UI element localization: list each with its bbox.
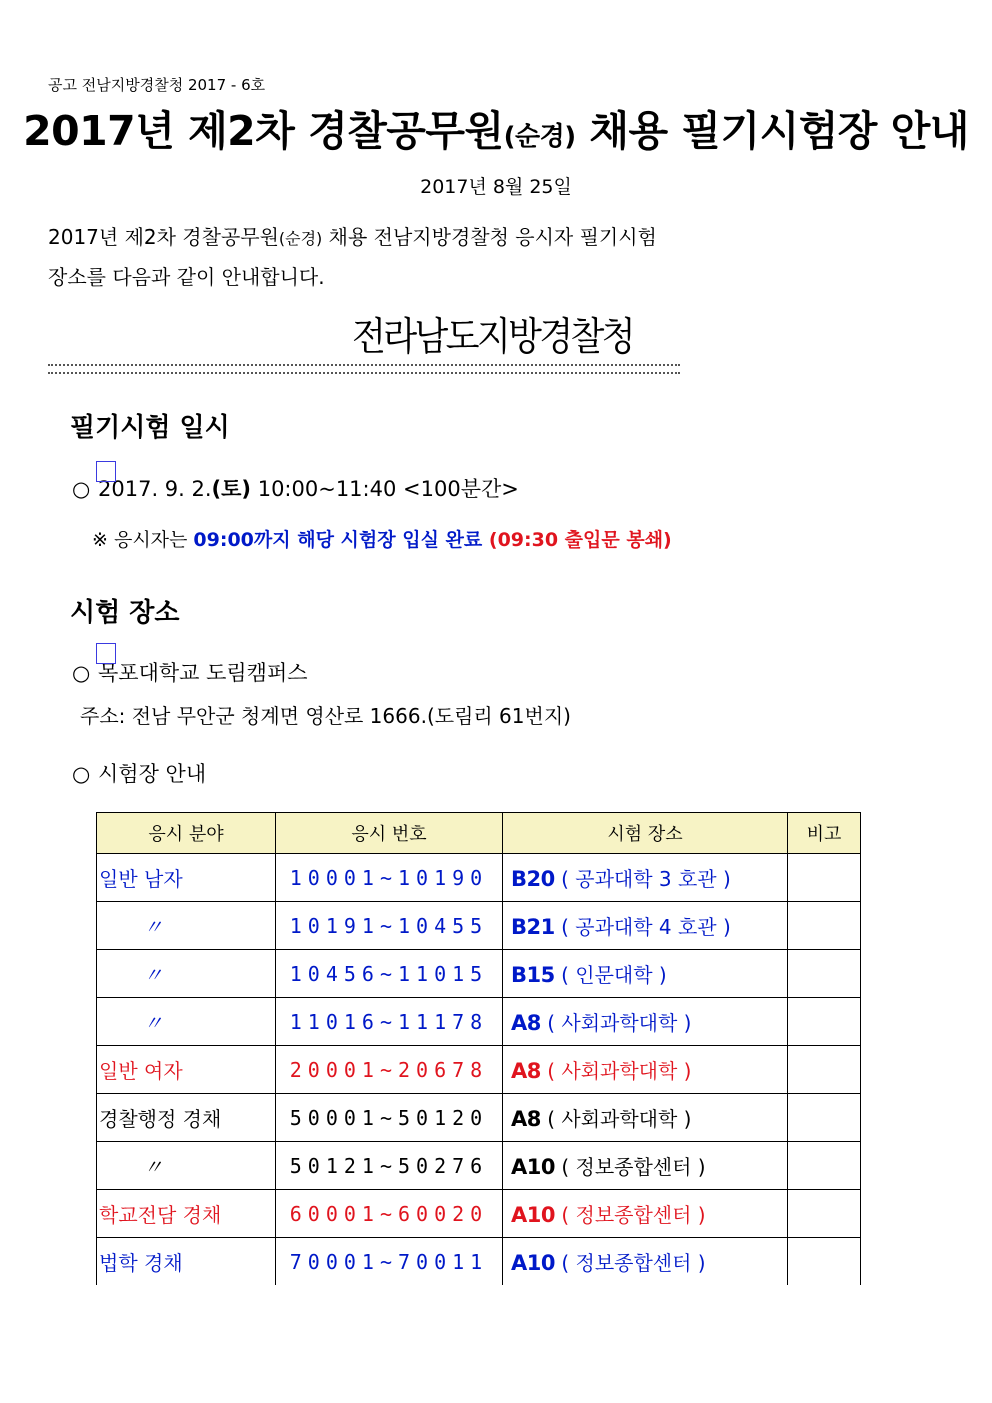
- intro-paragraph: [48, 218, 657, 296]
- category-text: 일반 남자: [99, 867, 183, 891]
- agency-logo: 전라남도지방경찰청: [352, 315, 633, 360]
- room-code: A10: [511, 1155, 555, 1179]
- cell-room: [503, 902, 788, 950]
- room-name: ( 인문대학 ): [554, 963, 667, 987]
- cell-category: [97, 854, 276, 902]
- exam-room-guide-line: [72, 758, 206, 788]
- cell-room: [503, 854, 788, 902]
- table-row: [97, 998, 861, 1046]
- cell-number: 50001~50120: [276, 1094, 503, 1142]
- section-title-venue: 시험 장소: [70, 598, 180, 628]
- schedule-date: 2017. 9. 2.: [98, 477, 212, 501]
- cell-number: 20001~20678: [276, 1046, 503, 1094]
- category-text: 〃: [143, 1011, 163, 1035]
- section-title-schedule: 필기시험 일시: [70, 413, 230, 443]
- circle-bullet-icon: ○: [72, 477, 91, 501]
- cell-category: [97, 1094, 276, 1142]
- room-code: B20: [511, 867, 555, 891]
- table-row: [97, 854, 861, 902]
- cell-number: 70001~70011: [276, 1238, 503, 1286]
- cell-number: 10456~11015: [276, 950, 503, 998]
- room-code: A10: [511, 1203, 555, 1227]
- room-code: A8: [511, 1011, 541, 1035]
- category-text: 학교전담 경채: [99, 1203, 222, 1227]
- room-name: ( 사회과학대학 ): [540, 1059, 692, 1083]
- cell-room: [503, 998, 788, 1046]
- title-part-2: 채용 필기시험장 안내: [575, 107, 969, 155]
- note-entry-deadline: 09:00까지 해당 시험장 입실 완료: [193, 529, 483, 551]
- table-body: [97, 854, 861, 1286]
- cell-number: 50121~50276: [276, 1142, 503, 1190]
- cell-remark: [788, 854, 861, 902]
- intro-line-1: [48, 218, 657, 258]
- circle-bullet-icon: ○: [72, 762, 91, 786]
- title-small-part: (순경): [503, 122, 576, 152]
- intro-line-2: 장소를 다음과 같이 안내합니다.: [48, 265, 325, 289]
- cell-room: [503, 1142, 788, 1190]
- cell-category: [97, 1046, 276, 1094]
- cell-category: [97, 1238, 276, 1286]
- exam-room-table: [96, 812, 861, 1285]
- category-text: 일반 여자: [99, 1059, 183, 1083]
- table-row: [97, 1142, 861, 1190]
- cell-room: [503, 1238, 788, 1286]
- room-name: ( 정보종합센터 ): [554, 1203, 706, 1227]
- circle-bullet-icon: ○: [72, 661, 91, 685]
- schedule-time: 10:00~11:40 <100분간>: [251, 477, 519, 501]
- room-name: ( 정보종합센터 ): [554, 1251, 706, 1275]
- schedule-weekday: (토): [211, 477, 252, 501]
- cell-remark: [788, 1094, 861, 1142]
- note-gate-close: (09:30 출입문 봉쇄): [482, 529, 672, 551]
- cell-number: 10191~10455: [276, 902, 503, 950]
- room-name: ( 사회과학대학 ): [540, 1011, 692, 1035]
- table-row: [97, 1094, 861, 1142]
- note-prefix: ※ 응시자는: [92, 529, 194, 551]
- cell-room: [503, 1190, 788, 1238]
- page-title: [0, 98, 992, 157]
- text-cursor-box-icon: [96, 461, 116, 482]
- cell-remark: [788, 950, 861, 998]
- text-cursor-box-icon: [96, 643, 116, 664]
- intro-line-1-a: 2017년 제2차 경찰공무원: [48, 225, 279, 249]
- cell-remark: [788, 902, 861, 950]
- cell-remark: [788, 998, 861, 1046]
- notice-number: 공고 전남지방경찰청 2017 - 6호: [48, 76, 266, 94]
- cell-category: [97, 998, 276, 1046]
- room-name: ( 사회과학대학 ): [540, 1107, 692, 1131]
- table-row: [97, 950, 861, 998]
- venue-address: 주소: 전남 무안군 청계면 영산로 1666.(도림리 61번지): [80, 704, 571, 728]
- cell-category: [97, 950, 276, 998]
- cell-number: 11016~11178: [276, 998, 503, 1046]
- room-code: A8: [511, 1107, 541, 1131]
- header-number: 응시 번호: [276, 813, 503, 854]
- exam-room-guide-label: 시험장 안내: [98, 762, 207, 786]
- table-row: [97, 902, 861, 950]
- category-text: 법학 경채: [99, 1251, 183, 1275]
- header-room: 시험 장소: [503, 813, 788, 854]
- table-row: [97, 1190, 861, 1238]
- divider: [48, 364, 680, 374]
- room-name: ( 정보종합센터 ): [554, 1155, 706, 1179]
- room-code: A8: [511, 1059, 541, 1083]
- room-name: ( 공과대학 4 호관 ): [554, 915, 731, 939]
- table-row: [97, 1046, 861, 1094]
- title-part-1: 2017년 제2차 경찰공무원: [23, 107, 504, 155]
- category-text: 〃: [143, 915, 163, 939]
- room-name: ( 공과대학 3 호관 ): [554, 867, 731, 891]
- cell-remark: [788, 1238, 861, 1286]
- intro-line-1-b: 채용 전남지방경찰청 응시자 필기시험: [322, 225, 657, 249]
- cell-room: [503, 950, 788, 998]
- header-category: 응시 분야: [97, 813, 276, 854]
- cell-room: [503, 1094, 788, 1142]
- document-date: 2017년 8월 25일: [420, 176, 572, 198]
- cell-number: 60001~60020: [276, 1190, 503, 1238]
- room-code: B21: [511, 915, 555, 939]
- cell-category: [97, 1190, 276, 1238]
- cell-category: [97, 1142, 276, 1190]
- category-text: 경찰행정 경채: [99, 1107, 222, 1131]
- category-text: 〃: [143, 1155, 163, 1179]
- header-remark: 비고: [788, 813, 861, 854]
- room-code: A10: [511, 1251, 555, 1275]
- entry-note: [92, 525, 672, 552]
- room-code: B15: [511, 963, 555, 987]
- table-row: [97, 1238, 861, 1286]
- venue-name: 목포대학교 도림캠퍼스: [98, 661, 308, 685]
- cell-remark: [788, 1046, 861, 1094]
- table-header-row: [97, 813, 861, 854]
- cell-remark: [788, 1142, 861, 1190]
- intro-line-1-small: (순경): [278, 229, 323, 248]
- cell-remark: [788, 1190, 861, 1238]
- category-text: 〃: [143, 963, 163, 987]
- schedule-datetime: [72, 473, 519, 503]
- cell-number: 10001~10190: [276, 854, 503, 902]
- cell-category: [97, 902, 276, 950]
- cell-room: [503, 1046, 788, 1094]
